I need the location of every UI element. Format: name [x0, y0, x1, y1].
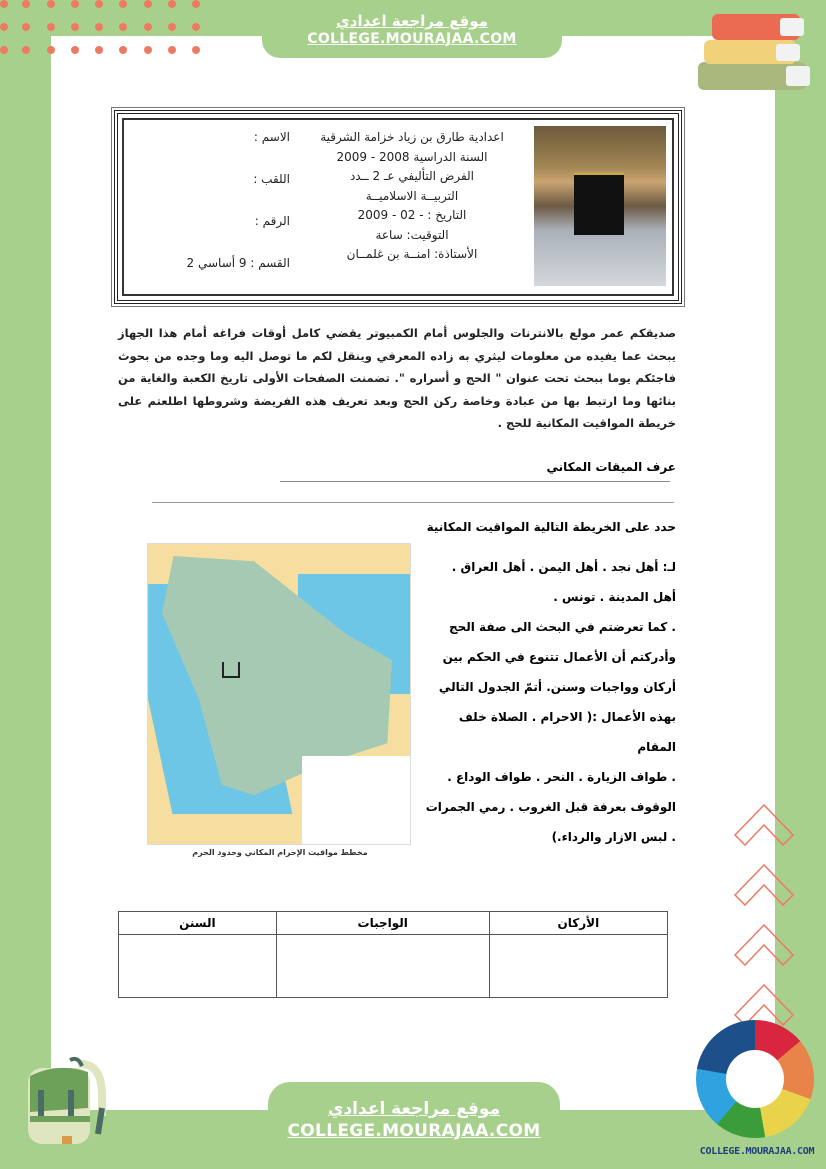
side-line: الوقوف بعرفة قبل الغروب . رمي الجمرات	[425, 800, 676, 814]
answer-line-2[interactable]	[152, 502, 674, 503]
intro-paragraph: صديقكم عمر مولع بالانترنات والجلوس أمام الكمبيوتر يقضي كامل أوقات فراغه أمام هذا الجهاز يبحث عما يفيده من معلومات ليثري به زاده المعرفي وينقل لكم ما توصل اليه وما وجده من بحوث فاجئكم يوما ببحث تحت عنوان " الحج و أسراره ". تضمنت الصفحات الأولى تاريخ الكعبة والغاية من بنائها وما ارتبط بها من عبادة وخاصة ركن الحج وبعد تعريف هذه الفريضة وشروطها اطلعتم على خريطة المواقيت المكانية للحج .	[118, 326, 676, 430]
school-year: السنة الدراسية 2008 - 2009	[336, 149, 488, 164]
haram-icon	[222, 662, 240, 678]
side-line: لـ: أهل نجد . أهل اليمن . أهل العراق .	[451, 560, 676, 574]
answer-cell-pillars[interactable]	[489, 935, 667, 998]
decorative-dots	[0, 0, 260, 60]
school-name: اعدادية طارق بن زياد خزامة الشرقية	[320, 130, 504, 144]
answers-table	[118, 911, 668, 998]
table-row	[119, 935, 668, 998]
teacher-name: الأستاذة: امنــة بن غلمــان	[346, 247, 478, 261]
side-line: أركان وواجبات وسنن. أتمّ الجدول التالي	[438, 680, 676, 694]
number-field[interactable]: الرقم :	[254, 214, 290, 228]
col-header-obligations: الواجبات	[276, 912, 489, 935]
class-field: القسم : 9 أساسي 2	[186, 256, 290, 270]
subject: التربيــة الاسلاميــة	[365, 188, 459, 203]
side-line: أهل المدينة . تونس .	[553, 590, 676, 604]
question-map: حدد على الخريطة التالية المواقيت المكانية	[426, 520, 676, 534]
frame-left-bar	[0, 0, 51, 1169]
side-line: . كما تعرضتم في البحث الى صفة الحج	[448, 620, 676, 634]
books-icon	[692, 8, 810, 88]
brand-logo-text[interactable]: COLLEGE.MOURAJAA.COM	[699, 1146, 815, 1157]
side-line: . طواف الزيارة . النحر . طواف الوداع .	[447, 770, 676, 784]
side-line: وأدركتم أن الأعمال تتنوع في الحكم بين	[442, 650, 676, 664]
site-banner-arabic[interactable]: موقع مراجعة اعدادي	[336, 12, 488, 30]
miqat-map	[147, 543, 411, 845]
map-side-text	[418, 552, 676, 852]
exam-date: التاريخ : - 02 - 2009	[357, 208, 467, 222]
site-banner-top[interactable]	[262, 0, 562, 58]
student-fields	[160, 128, 290, 296]
side-line: بهذه الأعمال :( الاحرام . الصلاة خلف المقام	[458, 710, 676, 754]
name-field[interactable]: الاسم :	[253, 130, 290, 144]
chevron-up-icons	[733, 793, 795, 1033]
exam-header	[114, 110, 682, 304]
subjects-wheel-logo	[696, 1020, 814, 1138]
answer-line[interactable]	[280, 481, 670, 482]
col-header-pillars: الأركان	[489, 912, 667, 935]
question-define	[150, 460, 676, 488]
exam-duration: التوقيت: ساعة	[375, 227, 449, 242]
site-banner-url[interactable]: COLLEGE.MOURAJAA.COM	[287, 1121, 541, 1141]
question-define-label: عرف الميقات المكاني	[546, 460, 676, 474]
exam-info	[302, 128, 522, 265]
map-caption: مخطط مواقيت الإحرام المكاني وحدود الحرم	[192, 848, 368, 857]
side-line: . لبس الازار والرداء.)	[551, 830, 676, 844]
surname-field[interactable]: اللقب :	[253, 172, 290, 186]
backpack-icon	[18, 1056, 110, 1152]
answer-cell-sunnahs[interactable]	[119, 935, 277, 998]
kaaba-photo	[534, 126, 666, 286]
col-header-sunnahs: السنن	[119, 912, 277, 935]
exam-title: الفرض التأليفي عـ 2 ــدد	[349, 169, 475, 183]
site-banner-url[interactable]: COLLEGE.MOURAJAA.COM	[307, 31, 517, 47]
site-banner-arabic[interactable]: موقع مراجعة اعدادي	[327, 1099, 501, 1119]
answer-cell-obligations[interactable]	[276, 935, 489, 998]
site-banner-bottom[interactable]	[268, 1082, 560, 1169]
